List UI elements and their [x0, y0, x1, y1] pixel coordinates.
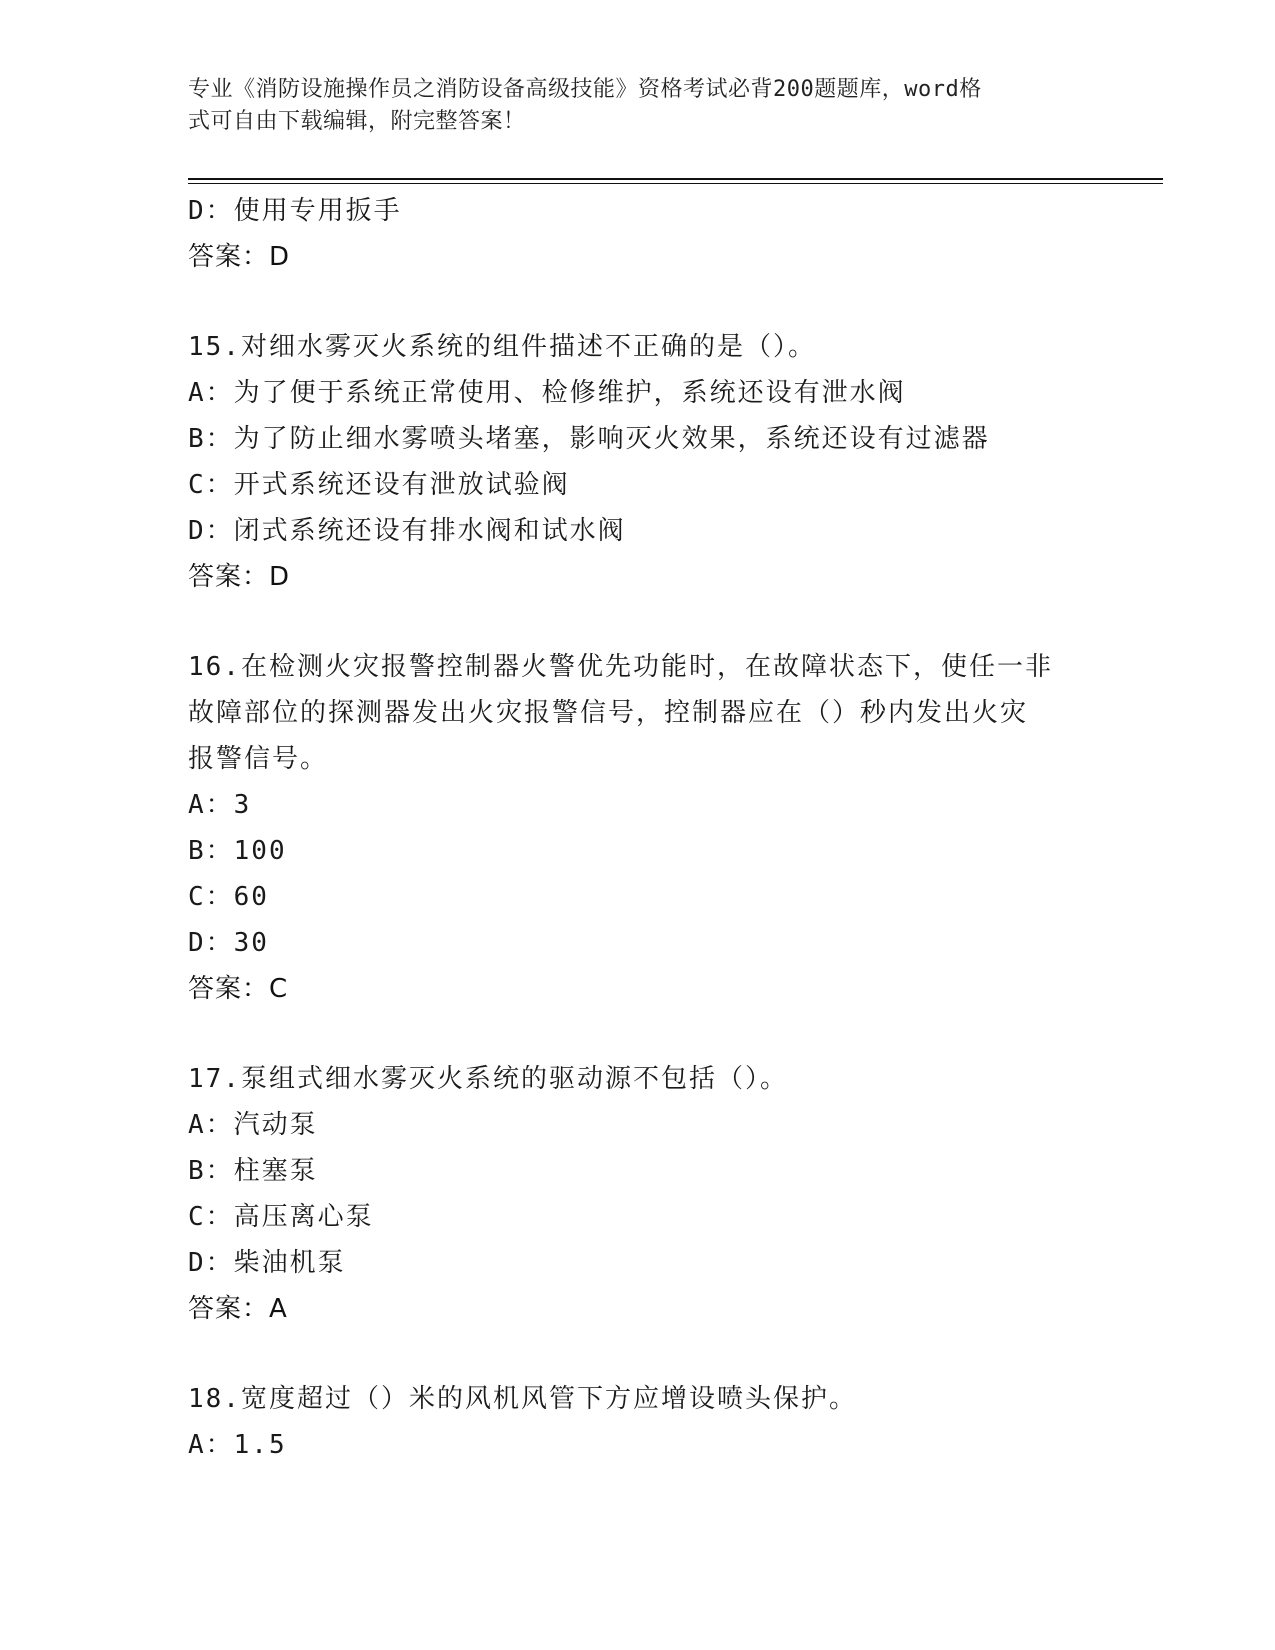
- header-line-1: 专业《消防设施操作员之消防设备高级技能》资格考试必背200题题库，word格: [188, 77, 982, 102]
- question-16: [188, 644, 1088, 1012]
- question-stem: 18.宽度超过（）米的风机风管下方应增设喷头保护。: [188, 1384, 857, 1414]
- question-stem: 17.泵组式细水雾灭火系统的驱动源不包括（）。: [188, 1064, 788, 1094]
- header-divider: [188, 178, 1163, 184]
- option-a: A：为了便于系统正常使用、检修维护，系统还设有泄水阀: [188, 378, 906, 408]
- option-d: D：闭式系统还设有排水阀和试水阀: [188, 516, 626, 546]
- answer-line: 答案：C: [188, 974, 289, 1004]
- document-body: [188, 188, 1088, 1468]
- question-stem-line-1: 16.在检测火灾报警控制器火警优先功能时，在故障状态下，使任一非: [188, 652, 1053, 682]
- question-stem-line-2: 故障部位的探测器发出火灾报警信号，控制器应在（）秒内发出火灾: [188, 698, 1029, 728]
- option-a: A：1.5: [188, 1430, 287, 1460]
- option-c: C：开式系统还设有泄放试验阀: [188, 470, 570, 500]
- answer-line: 答案：A: [188, 1294, 288, 1324]
- question-15: [188, 324, 1088, 600]
- answer-line: 答案：D: [188, 242, 291, 272]
- option-d: D：使用专用扳手: [188, 196, 402, 226]
- option-c: C：60: [188, 882, 269, 912]
- answer-line: 答案：D: [188, 562, 291, 592]
- continued-question-block: [188, 188, 1088, 280]
- question-stem: 15.对细水雾灭火系统的组件描述不正确的是（）。: [188, 332, 816, 362]
- option-b: B：为了防止细水雾喷头堵塞，影响灭火效果，系统还设有过滤器: [188, 424, 990, 454]
- option-a: A：汽动泵: [188, 1110, 318, 1140]
- question-stem-line-3: 报警信号。: [188, 744, 329, 774]
- question-18: [188, 1376, 1088, 1468]
- option-d: D：30: [188, 928, 269, 958]
- header-line-2: 式可自由下载编辑，附完整答案！: [188, 109, 526, 134]
- option-a: A：3: [188, 790, 252, 820]
- option-b: B：柱塞泵: [188, 1156, 318, 1186]
- question-17: [188, 1056, 1088, 1332]
- option-c: C：高压离心泵: [188, 1202, 374, 1232]
- option-d: D：柴油机泵: [188, 1248, 346, 1278]
- page-header: [188, 74, 1068, 138]
- option-b: B：100: [188, 836, 287, 866]
